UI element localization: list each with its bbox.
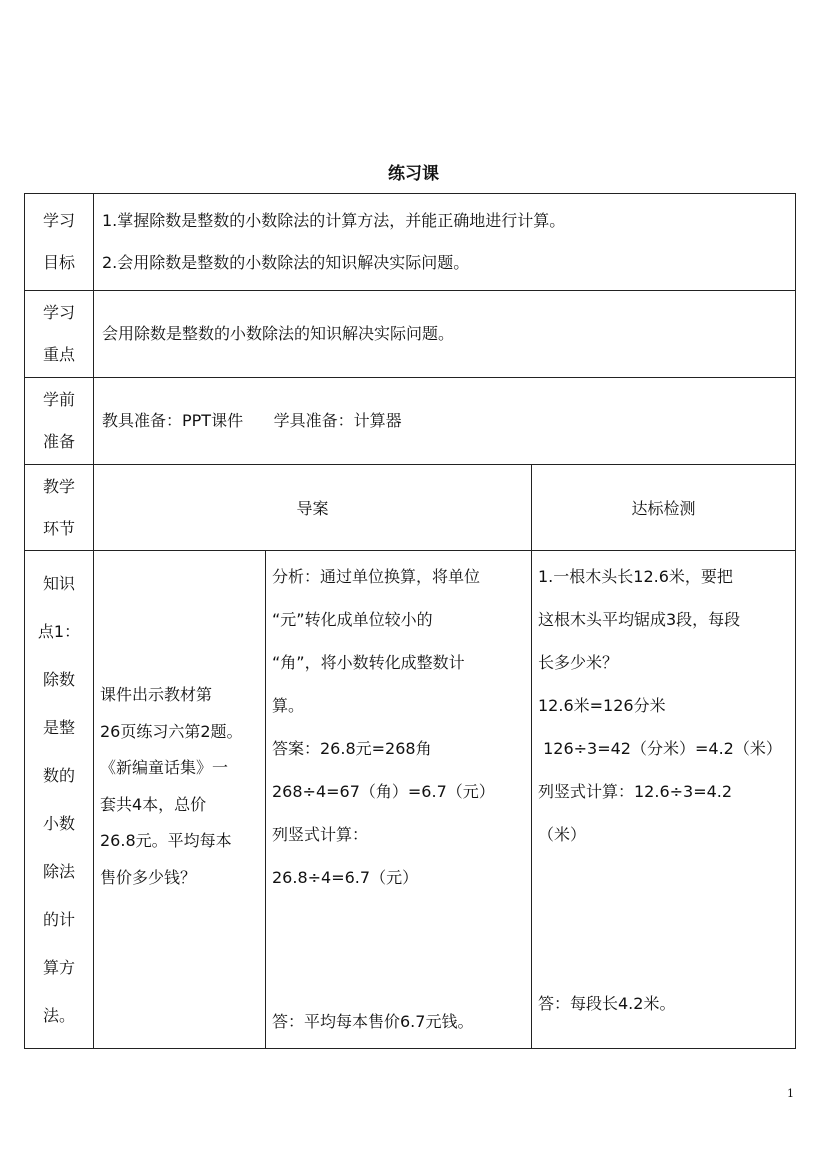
k-label-line: 除数 [42, 669, 75, 689]
k-label-line: 数的 [42, 765, 75, 785]
check-answer: 答：每段长4.2米。 [538, 994, 676, 1013]
task-line: 26.8元。平均每本 [100, 831, 232, 850]
row-knowledge-1 [25, 551, 796, 1049]
page-number: 1 [787, 1087, 794, 1100]
analysis-cell [266, 551, 532, 1049]
analysis-line: “元”转化成单位较小的 [272, 610, 433, 629]
check-line: 这根木头平均锯成3段，每段 [538, 610, 741, 629]
analysis-line: “角”，将小数转化成整数计 [272, 653, 465, 672]
analysis-text [272, 555, 529, 899]
analysis-answer: 答：平均每本售价6.7元钱。 [272, 1012, 474, 1031]
label-key-point [25, 291, 94, 378]
label-line: 准备 [42, 432, 75, 451]
label-knowledge-point [25, 551, 94, 1049]
check-line: 列竖式计算：12.6÷3=4.2 [538, 782, 733, 801]
label-line: 教学 [42, 476, 75, 496]
k-label-line: 除法 [42, 861, 75, 881]
label-line: 学习 [42, 303, 75, 322]
analysis-line: 26.8÷4=6.7（元） [272, 868, 419, 887]
task-line: 26页练习六第2题。 [100, 721, 243, 741]
label-line: 目标 [42, 253, 75, 272]
check-line: （米） [538, 825, 587, 844]
task-cell [94, 551, 266, 1049]
analysis-line: 答案：26.8元=268角 [272, 739, 432, 758]
check-line: 长多少米？ [538, 653, 619, 672]
header-guide: 导案 [94, 465, 532, 551]
check-line: 12.6米=126分米 [538, 696, 666, 715]
label-line: 重点 [42, 345, 75, 364]
analysis-line: 分析：通过单位换算，将单位 [272, 567, 481, 586]
check-cell [532, 551, 796, 1049]
lesson-table [24, 193, 796, 1049]
k-label-line: 算方 [42, 957, 75, 977]
check-line: 126÷3=42（分米）=4.2（米） [538, 739, 782, 758]
page-title: 练习课 [388, 164, 439, 184]
header-check: 达标检测 [532, 465, 796, 551]
label-learning-goal [25, 194, 94, 291]
preparation-content: 教具准备：PPT课件 学具准备：计算器 [94, 378, 796, 465]
analysis-line: 列竖式计算： [272, 825, 369, 844]
analysis-line: 268÷4=67（角）=6.7（元） [272, 782, 495, 801]
label-line: 环节 [42, 518, 75, 538]
label-teaching-stage [25, 465, 94, 551]
check-text [538, 555, 795, 856]
k-label-line: 知识 [42, 573, 75, 593]
k-label-line: 小数 [42, 813, 75, 833]
task-line: 套共4本，总价 [100, 794, 207, 814]
goal-line-2: 2.会用除数是整数的小数除法的知识解决实际问题。 [102, 253, 470, 272]
task-line: 售价多少钱？ [100, 867, 197, 887]
key-point-content: 会用除数是整数的小数除法的知识解决实际问题。 [94, 291, 796, 378]
check-line: 1.一根木头长12.6米，要把 [538, 567, 733, 586]
learning-goal-content [94, 194, 796, 291]
task-line: 《新编童话集》一 [100, 758, 229, 777]
row-key-point [25, 291, 796, 378]
row-header [25, 465, 796, 551]
goal-line-1: 1.掌握除数是整数的小数除法的计算方法，并能正确地进行计算。 [102, 211, 566, 230]
row-learning-goal [25, 194, 796, 291]
analysis-line: 算。 [272, 696, 305, 715]
k-label-line: 点1： [37, 621, 81, 641]
label-line: 学习 [42, 211, 75, 230]
row-preparation [25, 378, 796, 465]
k-label-line: 法。 [42, 1005, 75, 1025]
task-text [100, 677, 263, 896]
label-line: 学前 [42, 390, 75, 409]
k-label-line: 是整 [42, 717, 75, 737]
task-line: 课件出示教材第 [100, 685, 213, 704]
k-label-line: 的计 [42, 909, 75, 929]
label-preparation [25, 378, 94, 465]
